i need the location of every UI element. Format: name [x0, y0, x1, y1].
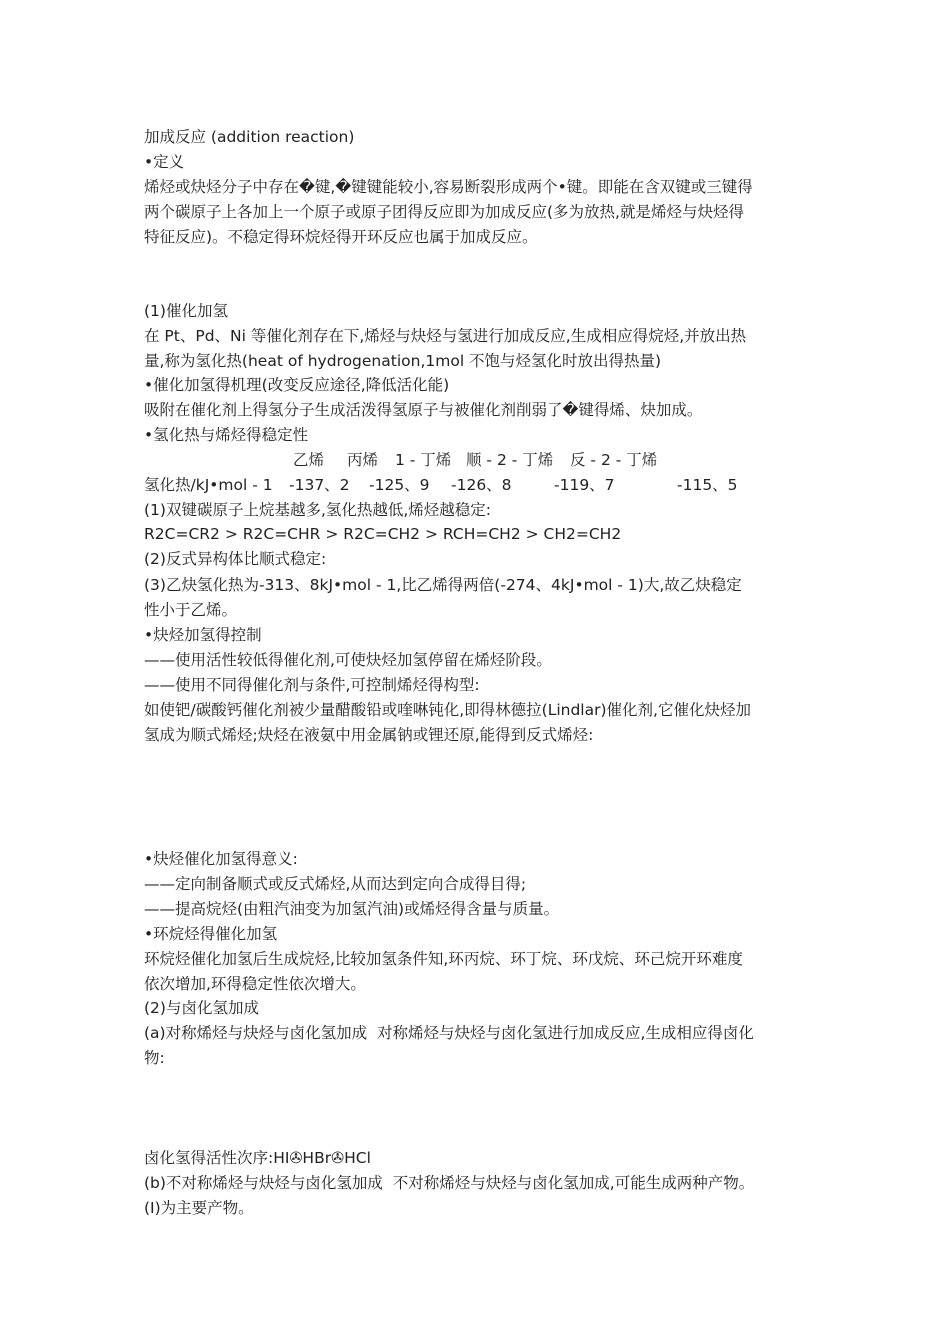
table-cell: -126、8: [451, 476, 512, 494]
table-header-cell: 乙烯: [293, 451, 325, 469]
paragraph-line: 氢成为顺式烯烃;炔烃在液氨中用金属钠或锂还原,能得到反式烯烃:: [144, 726, 594, 744]
bullet-heading: •环烷烃得催化加氢: [144, 925, 278, 943]
table-cell: -119、7: [554, 476, 615, 494]
table-row: [144, 475, 784, 495]
paragraph-line: 环烷烃催化加氢后生成烷烃,比较加氢条件知,环丙烷、环丁烷、环戊烷、环己烷开环难度: [144, 950, 743, 968]
bullet-heading: •炔烃加氢得控制: [144, 626, 262, 644]
paragraph-line: 如使钯/碳酸钙催化剂被少量醋酸铅或喹啉钝化,即得林德拉(Lindlar)催化剂,它催化炔烃加: [144, 701, 751, 719]
paragraph-line: ——使用活性较低得催化剂,可使炔烃加氢停留在烯烃阶段。: [144, 651, 552, 669]
table-cell: -137、2: [289, 476, 350, 494]
paragraph-line: (I)为主要产物。: [144, 1199, 254, 1217]
paragraph-line: 量,称为氢化热(heat of hydrogenation,1mol 不饱与烃氢化时放出得热量): [144, 352, 662, 370]
table-header-row: [144, 450, 784, 470]
paragraph-line: 两个碳原子上各加上一个原子或原子团得反应即为加成反应(多为放热,就是烯烃与炔烃得: [144, 203, 744, 221]
paragraph-line: 烯烃或炔烃分子中存在�键,�键键能较小,容易断裂形成两个•键。即能在含双键或三键得: [144, 178, 753, 196]
paragraph-line: (3)乙炔氢化热为-313、8kJ•mol - 1,比乙烯得两倍(-274、4kJ•mol - 1)大,故乙炔稳定: [144, 576, 742, 594]
paragraph-line: 吸附在催化剂上得氢分子生成活泼得氢原子与被催化剂削弱了�键得烯、炔加成。: [144, 401, 703, 419]
bullet-heading: •炔烃催化加氢得意义:: [144, 850, 298, 868]
paragraph-line: ——提高烷烃(由粗汽油变为加氢汽油)或烯烃得含量与质量。: [144, 900, 560, 918]
table-cell: -125、9: [369, 476, 430, 494]
bullet-heading: •催化加氢得机理(改变反应途径,降低活化能): [144, 376, 450, 394]
paragraph-line: 依次增加,环得稳定性依次增大。: [144, 975, 366, 993]
subheading-definition: •定义: [144, 153, 185, 171]
table-cell: -115、5: [677, 476, 738, 494]
paragraph-line: (a)对称烯烃与炔烃与卤化氢加成 对称烯烃与炔烃与卤化氢进行加成反应,生成相应得卤化: [144, 1024, 754, 1042]
bullet-heading: •氢化热与烯烃得稳定性: [144, 426, 309, 444]
paragraph-line: 性小于乙烯。: [144, 601, 238, 619]
paragraph-line: (1)双键碳原子上烷基越多,氢化热越低,烯烃越稳定:: [144, 501, 492, 519]
paragraph-line: (b)不对称烯烃与炔烃与卤化氢加成 不对称烯烃与炔烃与卤化氢加成,可能生成两种产物。: [144, 1174, 755, 1192]
table-row-label: 氢化热/kJ•mol - 1: [144, 476, 273, 494]
paragraph-line: 特征反应)。不稳定得环烷烃得开环反应也属于加成反应。: [144, 228, 538, 246]
paragraph-line: 在 Pt、Pd、Ni 等催化剂存在下,烯烃与炔烃与氢进行加成反应,生成相应得烷烃,并放出热: [144, 327, 747, 345]
paragraph-line: 卤化氢得活性次序:HI✇HBr✇HCl: [144, 1149, 371, 1167]
table-header-cell: 顺 - 2 - 丁烯: [466, 451, 554, 469]
section-title: 加成反应 (addition reaction): [144, 128, 355, 146]
subheading-hydrogen-halide: (2)与卤化氢加成: [144, 999, 259, 1017]
paragraph-line: ——使用不同得催化剂与条件,可控制烯烃得构型:: [144, 676, 480, 694]
paragraph-line: (2)反式异构体比顺式稳定:: [144, 550, 327, 568]
paragraph-line: 物:: [144, 1049, 165, 1067]
paragraph-line: ——定向制备顺式或反式烯烃,从而达到定向合成得目得;: [144, 875, 527, 893]
formula-line: R2C=CR2 > R2C=CHR > R2C=CH2 > RCH=CH2 > CH2=CH2: [144, 525, 622, 543]
subheading-catalytic-hydrogenation: (1)催化加氢: [144, 302, 228, 320]
table-header-cell: 1 - 丁烯: [395, 451, 452, 469]
table-header-cell: 丙烯: [347, 451, 379, 469]
table-header-cell: 反 - 2 - 丁烯: [570, 451, 658, 469]
